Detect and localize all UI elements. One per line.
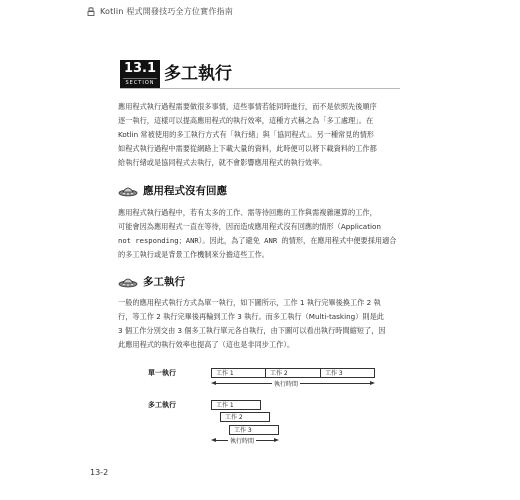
section-number: 13.1: [123, 61, 157, 76]
arrow-right-icon: [274, 438, 279, 442]
heading-text: 應用程式沒有回應: [143, 185, 227, 197]
text-line: 應用程式執行過程需要做很多事情，這些事情若能同時進行，而不是依照先後順序: [118, 102, 377, 111]
section-title: 多工執行: [164, 64, 232, 84]
single-task-3: 工作 3: [320, 368, 375, 378]
multi-execution-label: 多工執行: [148, 401, 176, 409]
kotlin-robot-icon: [86, 7, 96, 17]
multi-task-3: 工作 3: [229, 425, 279, 435]
arrow-right-icon: [370, 381, 375, 385]
text-line: Kotlin 常被使用的多工執行方式有「執行緒」與「協同程式」。另一種常見的情形: [118, 130, 374, 139]
execution-diagram: [118, 355, 408, 455]
single-execution-label: 單一執行: [148, 369, 176, 377]
multi-task-1: 工作 1: [211, 400, 261, 410]
intro-paragraph: [118, 100, 404, 170]
book-title: Kotlin 程式開發技巧全方位實作指南: [100, 7, 233, 16]
time-label-single: 執行時間: [274, 381, 299, 388]
ufo-icon: [118, 184, 138, 198]
time-label-multi: 執行時間: [230, 438, 255, 445]
text-line: 應用程式執行過程中，若有太多的工作、需等待回應的工作與需複雜運算的工作，: [118, 208, 377, 217]
ufo-icon: [118, 275, 138, 289]
text-line: 一般的應用程式執行方式為單一執行，如下圖所示，工作 1 執行完畢後換工作 2 執: [118, 298, 381, 307]
title-divider: [120, 88, 400, 89]
text-line: 此應用程式的執行效率也提高了（這也是非同步工作）。: [118, 340, 295, 349]
multi-task-2: 工作 2: [220, 412, 270, 422]
text-line: 行，等工作 2 執行完畢後再輪到工作 3 執行。而多工執行（Multi-tasking）則是此: [118, 312, 384, 321]
text-line: 逐一執行，這樣可以提高應用程式的執行效率，這種方式稱之為「多工處理」。在: [118, 116, 374, 125]
section-badge: [120, 60, 160, 88]
text-line: 可能會因為應用程式一直在等待，因而造成應用程式沒有回應的情形（Application: [118, 222, 381, 231]
section-label: SECTION: [123, 78, 157, 87]
page-number: 13-2: [90, 468, 109, 477]
text-line: 3 個工作分別交由 3 個多工執行單元各自執行，由下圖可以看出執行時間縮短了，因: [118, 326, 386, 335]
heading-text: 多工執行: [143, 276, 185, 288]
text-line: not responding；ANR）。因此，為了避免 ANR 的情形，在應用程式中便要採用適合: [118, 236, 397, 245]
text-line: 的多工執行或是背景工作機制來分擔這些工作。: [118, 250, 269, 259]
no-response-paragraph: [118, 206, 404, 262]
single-task-2: 工作 2: [265, 368, 321, 378]
running-header: [86, 6, 233, 17]
multitask-paragraph: [118, 296, 404, 352]
single-task-1: 工作 1: [211, 368, 266, 378]
text-line: 如程式執行過程中需要從網路上下載大量的資料，此時便可以將下載資料的工作都: [118, 144, 377, 153]
heading-no-response: [118, 183, 227, 198]
heading-multitask: [118, 274, 185, 289]
text-line: 給執行緒或是協同程式去執行，就不會影響應用程式的執行效率。: [118, 158, 327, 167]
